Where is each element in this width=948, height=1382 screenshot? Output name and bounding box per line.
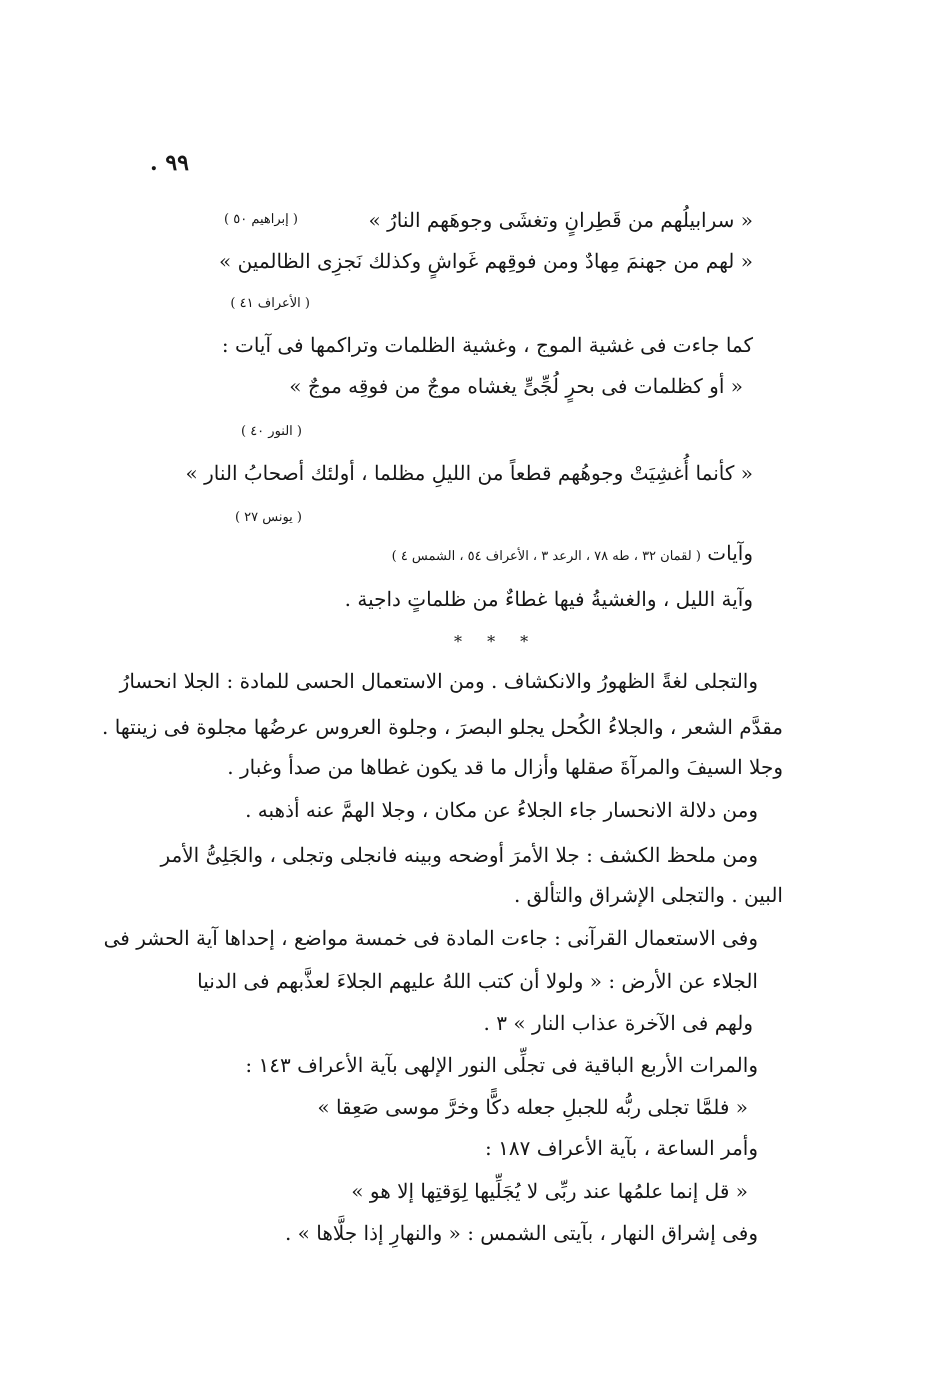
line-ayat-refs	[392, 538, 753, 568]
para-line-3: وجلا السيفَ والمرآةَ صقلها وأزال ما قد يكون غطاها من صدأ وغبار .	[227, 755, 783, 779]
para-line-12: وأمر الساعة ، بآية الأعراف ١٨٧ :	[485, 1136, 758, 1160]
quote-araf-41: « لهم من جهنمَ مِهادٌ ومن فوقِهم غَواشٍ وكذلك نَجزِى الظالمين »	[218, 249, 753, 273]
ref-nur-40: ( النور ٤٠ )	[240, 424, 302, 439]
para-line-10: والمرات الأربع الباقية فى تجلِّى النور الإلهى بآية الأعراف ١٤٣ :	[245, 1053, 758, 1077]
ref-ibrahim-50: ( إبراهيم ٥٠ )	[224, 212, 298, 227]
page-number: ٩٩ .	[150, 150, 189, 176]
quote-yunus-27: « كأنما أُغشِيَتْ وجوهُهم قطعاً من الليلِ مظلما ، أولئك أصحابُ النار »	[185, 461, 753, 485]
quote-nur-40: « أو كظلمات فى بحرٍ لُجِّىٍّ يغشاه موجٌ من فوقِه موجٌ »	[289, 374, 743, 398]
quote-araf-143: « فلمَّا تجلى ربُّه للجبلِ جعله دكًّا وخرَّ موسى صَعِقا »	[317, 1095, 748, 1119]
section-separator: * * *	[454, 632, 539, 651]
para-line-2: مقدَّم الشعر ، والجلاءُ الكُحل يجلو البصرَ ، وجلوة العروس عرضُها مجلوة فى زينتها .	[102, 715, 783, 739]
para-line-8: الجلاء عن الأرض : « ولولا أن كتب اللهُ عليهم الجلاءَ لعذَّبهم فى الدنيا	[197, 969, 758, 993]
para-line-5: ومن ملحظ الكشف : جلا الأمرَ أوضحه وبينه فانجلى وتجلى ، والجَلِىُّ الأمر	[160, 843, 758, 867]
ref-yunus-27: ( يونس ٢٧ )	[234, 510, 302, 525]
para-line-4: ومن دلالة الانحسار جاء الجلاءُ عن مكان ، وجلا الهمَّ عنه أذهبه .	[245, 798, 758, 822]
para-line-1: والتجلى لغةً الظهورُ والانكشاف . ومن الاستعمال الحسى للمادة : الجلا انحسارُ	[119, 669, 758, 693]
ref-araf-41: ( الأعراف ٤١ )	[230, 296, 310, 311]
quote-araf-187: « قل إنما علمُها عند ربِّى لا يُجَلِّيها لِوَقتِها إلا هو »	[351, 1179, 748, 1203]
quote-ibrahim-50: « سرابيلُهم من قَطِرانٍ وتغشَى وجوهَهم النارُ »	[368, 208, 753, 232]
ayat-word: وآيات	[707, 541, 753, 565]
ayat-refs-list: ( لقمان ٣٢ ، طه ٧٨ ، الرعد ٣ ، الأعراف ٥٤ ، الشمس ٤ )	[391, 549, 701, 564]
line-ayat-layl: وآية الليل ، والغشيةُ فيها غطاءٌ من ظلماتٍ داجية .	[344, 587, 753, 611]
para-line-14: وفى إشراق النهار ، بآيتى الشمس : « والنهارِ إذا جلَّاها » .	[284, 1221, 758, 1245]
para-line-6: البين . والتجلى الإشراق والتألق .	[513, 883, 783, 907]
para-line-7: وفى الاستعمال القرآنى : جاءت المادة فى خمسة مواضع ، إحداها آية الحشر فى	[103, 926, 758, 950]
para-line-9: ولهم فى الآخرة عذاب النار » ٣ .	[483, 1011, 753, 1035]
line-ghashiya-mawj: كما جاءت فى غشية الموج ، وغشية الظلمات وتراكمها فى آيات :	[221, 333, 753, 357]
